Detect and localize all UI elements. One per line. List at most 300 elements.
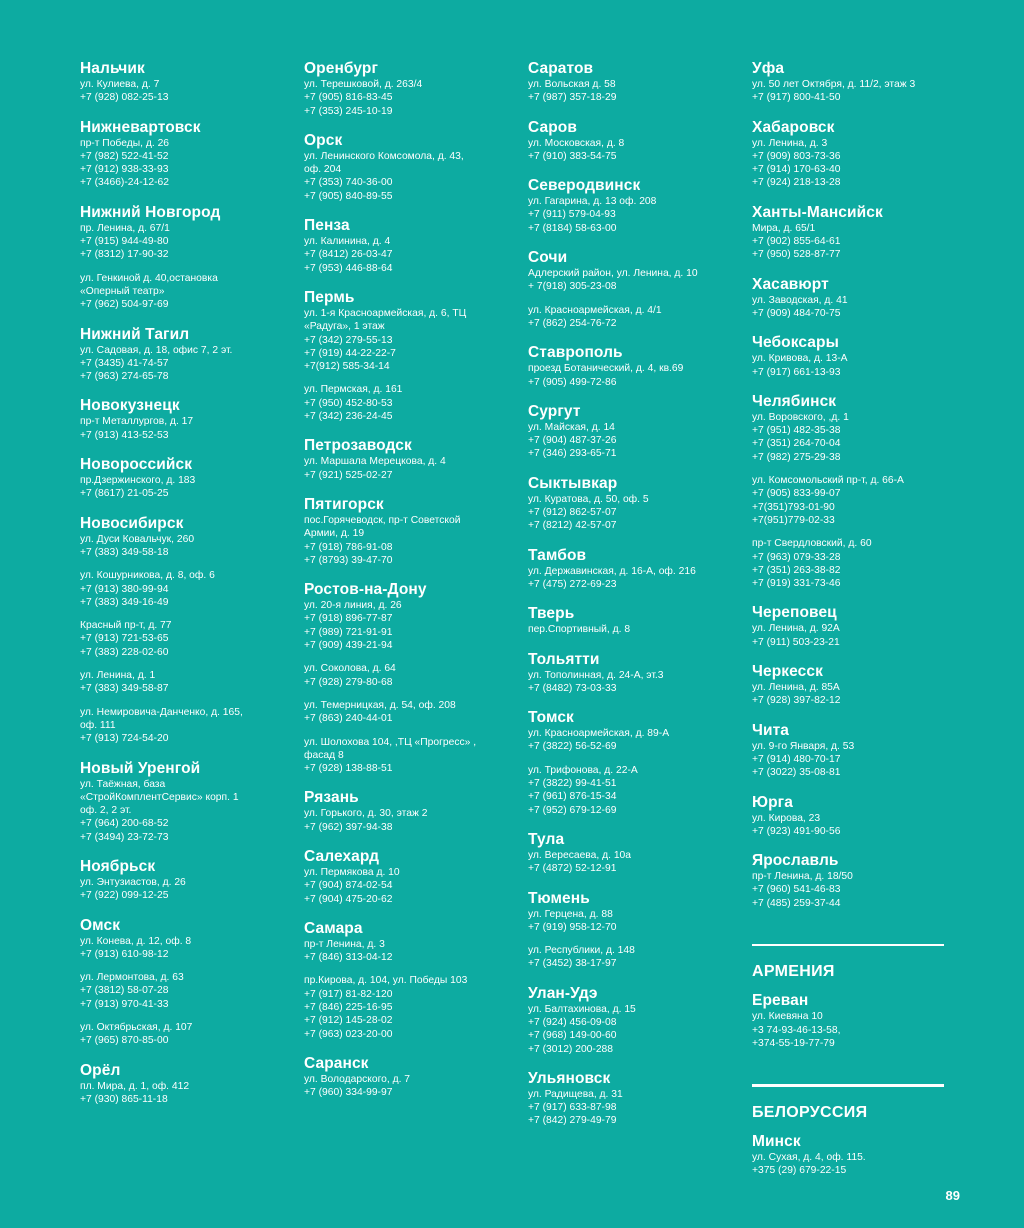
address-entry — [752, 474, 952, 527]
address-entry — [752, 1151, 952, 1178]
address-text: ул. Соколова, д. 64 — [304, 663, 396, 675]
phone-number: +7 (3812) 58-07-28 — [80, 985, 169, 997]
phone-number: +7 (963) 079-33-28 — [752, 551, 841, 563]
address-text: ул. Вересаева, д. 10а — [528, 849, 632, 861]
phone-number: +7 (982) 275-29-38 — [752, 451, 841, 463]
address-text: ул. Балтахинова, д. 15 — [528, 1003, 636, 1015]
city-name: Новокузнецк — [80, 397, 180, 415]
city-name: Ставрополь — [528, 344, 623, 362]
city-name: Пятигорск — [304, 495, 384, 513]
address-entry — [528, 78, 746, 105]
city-name: Череповец — [752, 604, 837, 622]
address-text: пр.Дзержинского, д. 183 — [80, 475, 196, 487]
city-block — [304, 496, 522, 567]
address-entry — [528, 1088, 746, 1128]
phone-number: +7 (953) 446-88-64 — [304, 262, 393, 274]
address-entry — [528, 267, 746, 294]
city-block — [752, 992, 952, 1050]
address-text: ул. Пермская, д. 161 — [304, 384, 403, 396]
city-name: Черкесск — [752, 663, 823, 681]
city-block — [752, 393, 952, 591]
phone-number: +7 (353) 245-10-19 — [304, 105, 393, 117]
address-entry — [80, 474, 298, 501]
phone-number: +7 (342) 236-24-45 — [304, 411, 393, 423]
address-entry — [304, 383, 522, 423]
city-block — [304, 289, 522, 423]
phone-number: +7 (928) 138-88-51 — [304, 763, 393, 775]
phone-number: +7 (913) 413-52-53 — [80, 429, 169, 441]
phone-number: +7 (910) 383-54-75 — [528, 150, 617, 162]
city-block — [752, 852, 952, 910]
phone-number: +7 (862) 254-76-72 — [528, 317, 617, 329]
address-text: ул. Тополинная, д. 24-А, эт.3 — [528, 669, 664, 681]
city-block — [528, 119, 746, 164]
phone-number: +7 (383) 349-16-49 — [80, 596, 169, 608]
address-entry — [80, 569, 298, 609]
phone-number: +3 74-93-46-13-58, — [752, 1024, 841, 1036]
city-name: Нижневартовск — [80, 118, 201, 136]
phone-number: +7 (863) 240-44-01 — [304, 713, 393, 725]
address-text: ул. Красноармейская, д. 89-А — [528, 728, 670, 740]
phone-number: +7 (4872) 52-12-91 — [528, 863, 617, 875]
city-block — [304, 848, 522, 906]
city-name: Сургут — [528, 402, 581, 420]
address-text: ул. 1-я Красноармейская, д. 6, ТЦ «Радуга», 1 этаж — [304, 307, 467, 333]
address-entry — [80, 935, 298, 962]
address-text: пер.Спортивный, д. 8 — [528, 624, 631, 636]
phone-number: +7 (8412) 26-03-47 — [304, 249, 393, 261]
address-text: пр-т Ленина, д. 18/50 — [752, 871, 853, 883]
address-entry — [80, 619, 298, 659]
phone-number: +374-55-19-77-79 — [752, 1038, 835, 1050]
address-entry — [752, 411, 952, 464]
phone-number: +7 (3435) 41-74-57 — [80, 357, 169, 369]
phone-number: +7 (383) 349-58-18 — [80, 546, 169, 558]
city-name: Ханты-Мансийск — [752, 203, 883, 221]
phone-number: +7 (912) 145-28-02 — [304, 1015, 393, 1027]
address-entry — [80, 272, 298, 312]
address-entry — [752, 537, 952, 590]
city-name: Сочи — [528, 249, 568, 267]
city-block — [752, 204, 952, 262]
phone-number: +7 (8184) 58-63-00 — [528, 222, 617, 234]
city-block — [528, 475, 746, 533]
divider-line — [752, 944, 944, 947]
phone-number: +7 (989) 721-91-91 — [304, 626, 393, 638]
address-text: ул. Маршала Мерецкова, д. 4 — [304, 456, 446, 468]
phone-number: +7 (8617) 21-05-25 — [80, 488, 169, 500]
city-block — [304, 60, 522, 118]
phone-number: +7 (962) 504-97-69 — [80, 299, 169, 311]
phone-number: +7 (960) 541-46-83 — [752, 884, 841, 896]
address-entry — [80, 706, 298, 746]
phone-number: +7 (3012) 200-288 — [528, 1043, 614, 1055]
phone-number: +7 (904) 874-02-54 — [304, 880, 393, 892]
address-text: ул. Красноармейская, д. 4/1 — [528, 304, 662, 316]
address-text: пр-т Свердловский, д. 60 — [752, 538, 872, 550]
address-entry — [528, 1003, 746, 1056]
phone-number: +7 (930) 865-11-18 — [80, 1093, 168, 1105]
phone-number: +7 (952) 679-12-69 — [528, 804, 617, 816]
phone-number: +7 (3494) 23-72-73 — [80, 831, 169, 843]
phone-number: +7 (950) 452-80-53 — [304, 397, 393, 409]
phone-number: +7 (351) 264-70-04 — [752, 438, 841, 450]
city-name: Чебоксары — [752, 334, 839, 352]
city-block — [752, 1133, 952, 1178]
city-block — [80, 917, 298, 1048]
phone-number: +7 (918) 786-91-08 — [304, 541, 393, 553]
address-entry — [80, 533, 298, 560]
address-entry — [304, 307, 522, 373]
address-entry — [80, 78, 298, 105]
phone-number: +7 (353) 740-36-00 — [304, 177, 393, 189]
city-name: Челябинск — [752, 392, 837, 410]
address-text: ул. Пермякова д. 10 — [304, 866, 400, 878]
phone-number: +7 (383) 228-02-60 — [80, 646, 169, 658]
address-entry — [528, 623, 746, 636]
address-text: ул. Ленинского Комсомола, д. 43, оф. 204 — [304, 150, 464, 176]
address-entry — [528, 849, 746, 876]
address-entry — [528, 565, 746, 592]
city-name: Омск — [80, 916, 121, 934]
address-text: ул. Шолохова 104, ,ТЦ «Прогресс» , фасад 8 — [304, 736, 477, 761]
phone-number: +7 (963) 023-20-00 — [304, 1028, 393, 1040]
city-name: Новороссийск — [80, 456, 193, 474]
city-block — [80, 1062, 298, 1107]
address-entry — [752, 294, 952, 321]
phone-number: +7 (3466)-24-12-62 — [80, 177, 170, 189]
address-entry — [304, 807, 522, 834]
city-name: Тюмень — [528, 889, 590, 907]
column-3 — [528, 60, 746, 1142]
address-text: Адлерский район, ул. Ленина, д. 10 — [528, 268, 698, 280]
address-text: ул. 50 лет Октября, д. 11/2, этаж 3 — [752, 79, 916, 90]
address-entry — [80, 971, 298, 1011]
phone-number: +7 (917) 661-13-93 — [752, 366, 841, 378]
phone-number: +7 (351) 263-38-82 — [752, 564, 841, 576]
phone-number: +7 (924) 456-09-08 — [528, 1016, 617, 1028]
address-entry — [528, 908, 746, 935]
city-block — [752, 334, 952, 379]
city-name: Ереван — [752, 992, 809, 1010]
city-name: Саранск — [304, 1054, 369, 1072]
address-text: ул. Гагарина, д. 13 оф. 208 — [528, 196, 657, 208]
city-block — [304, 437, 522, 482]
city-name: Саров — [528, 118, 577, 136]
city-block — [304, 217, 522, 275]
phone-number: +375 (29) 679-22-15 — [752, 1165, 847, 1177]
address-text: ул. Ленина, д. 3 — [752, 137, 828, 149]
city-block — [528, 651, 746, 696]
address-text: ул. Энтузиастов, д. 26 — [80, 876, 186, 888]
address-entry — [752, 137, 952, 190]
phone-number: +7 (905) 499-72-86 — [528, 376, 617, 388]
city-name: Самара — [304, 919, 363, 937]
phone-number: +7 (905) 816-83-45 — [304, 92, 393, 104]
phone-number: +7 (485) 259-37-44 — [752, 897, 841, 909]
phone-number: +7 (913) 610-98-12 — [80, 948, 169, 960]
city-block — [528, 547, 746, 592]
city-block — [528, 831, 746, 876]
phone-number: +7 (913) 970-41-33 — [80, 998, 169, 1010]
city-block — [80, 456, 298, 501]
phone-number: +7 (917) 633-87-98 — [528, 1102, 617, 1114]
phone-number: +7 (913) 721-53-65 — [80, 633, 169, 645]
phone-number: +7(951)779-02-33 — [752, 514, 835, 526]
city-name: Сыктывкар — [528, 474, 618, 492]
address-text: ул. Генкиной д. 40,остановка «Оперный театр» — [80, 272, 218, 297]
address-entry — [304, 736, 522, 776]
address-text: ул. 20-я линия, д. 26 — [304, 600, 402, 612]
address-text: ул. Октябрьская, д. 107 — [80, 1022, 193, 1034]
address-text: ул. Таёжная, база «СтройКомплентСервис» корп. 1 оф. 2, 2 эт. — [80, 778, 239, 817]
address-text: ул. Ленина, д. 1 — [80, 670, 156, 682]
city-name: Хасавюрт — [752, 275, 829, 293]
phone-number: +7 (383) 349-58-87 — [80, 683, 169, 695]
address-text: ул. Заводская, д. 41 — [752, 294, 848, 306]
city-name: Новый Уренгой — [80, 759, 201, 777]
address-entry — [80, 669, 298, 696]
phone-number: +7 (950) 528-87-77 — [752, 249, 841, 261]
address-entry — [528, 304, 746, 331]
address-text: ул. Комсомольский пр-т, д. 66-А — [752, 475, 904, 487]
column-2 — [304, 60, 522, 1114]
address-entry — [528, 137, 746, 164]
city-name: Орск — [304, 131, 343, 149]
phone-number: +7 (923) 491-90-56 — [752, 825, 841, 837]
phone-number: +7 (846) 313-04-12 — [304, 952, 393, 964]
phone-number: +7 (8793) 39-47-70 — [304, 554, 393, 566]
city-name: Уфа — [752, 60, 785, 77]
phone-number: +7 (342) 279-55-13 — [304, 334, 393, 346]
address-text: пр-т Металлургов, д. 17 — [80, 416, 194, 428]
address-entry — [752, 78, 952, 105]
phone-number: +7 (922) 099-12-25 — [80, 890, 169, 902]
address-text: проезд Ботанический, д. 4, кв.69 — [528, 363, 684, 375]
phone-number: +7 (917) 81-82-120 — [304, 988, 393, 1000]
divider-line — [752, 1084, 944, 1087]
address-text: ул. Герцена, д. 88 — [528, 908, 613, 920]
phone-number: +7 (919) 44-22-22-7 — [304, 347, 396, 359]
address-text: ул. Московская, д. 8 — [528, 137, 625, 149]
city-block — [528, 60, 746, 105]
city-block — [80, 760, 298, 844]
phone-number: +7 (963) 274-65-78 — [80, 371, 169, 383]
phone-number: +7 (909) 439-21-94 — [304, 640, 393, 652]
city-name: Юрга — [752, 793, 793, 811]
city-name: Ростов-на-Дону — [304, 581, 427, 599]
city-block — [752, 663, 952, 708]
address-entry — [752, 622, 952, 649]
address-text: ул. Воровского, ,д. 1 — [752, 411, 849, 423]
phone-number: +7 (924) 218-13-28 — [752, 177, 841, 189]
phone-number: +7 (905) 833-99-07 — [752, 488, 841, 500]
phone-number: +7 (914) 480-70-17 — [752, 753, 841, 765]
address-entry — [80, 876, 298, 903]
address-text: ул. Республики, д. 148 — [528, 945, 635, 957]
city-name: Нальчик — [80, 60, 145, 77]
city-name: Тверь — [528, 605, 575, 623]
address-entry — [80, 1080, 298, 1107]
address-text: пл. Мира, д. 1, оф. 412 — [80, 1080, 190, 1092]
address-entry — [528, 493, 746, 533]
address-text: ул. Куратова, д. 50, оф. 5 — [528, 493, 649, 505]
phone-number: +7 (3022) 35-08-81 — [752, 767, 841, 779]
address-entry — [752, 740, 952, 780]
address-text: ул. Радищева, д. 31 — [528, 1088, 623, 1100]
city-block — [80, 204, 298, 312]
city-block — [80, 397, 298, 442]
city-name: Петрозаводск — [304, 437, 412, 455]
city-name: Томск — [528, 709, 574, 727]
address-text: пр-т Победы, д. 26 — [80, 137, 170, 149]
phone-number: +7 (475) 272-69-23 — [528, 578, 617, 590]
phone-number: +7 (904) 475-20-62 — [304, 893, 393, 905]
city-block — [528, 985, 746, 1056]
phone-number: +7 (915) 944-49-80 — [80, 236, 169, 248]
phone-number: +7 (913) 724-54-20 — [80, 733, 169, 745]
phone-number: +7 (914) 170-63-40 — [752, 164, 841, 176]
city-name: Пенза — [304, 217, 350, 235]
phone-number: +7 (928) 279-80-68 — [304, 676, 393, 688]
phone-number: +7 (904) 487-37-26 — [528, 435, 617, 447]
phone-number: +7 (951) 482-35-38 — [752, 425, 841, 437]
address-entry — [528, 362, 746, 389]
city-block — [528, 403, 746, 461]
address-text: ул. Калинина, д. 4 — [304, 236, 391, 248]
city-name: Чита — [752, 721, 790, 739]
city-block — [304, 1055, 522, 1100]
city-name: Новосибирск — [80, 514, 184, 532]
phone-number: +7 (346) 293-65-71 — [528, 448, 617, 460]
address-text: ул. Немировича-Данченко, д. 165, оф. 111 — [80, 706, 243, 731]
phone-number: +7 (912) 862-57-07 — [528, 507, 617, 519]
address-entry — [80, 415, 298, 442]
phone-number: +7(912) 585-34-14 — [304, 361, 390, 373]
city-block — [304, 920, 522, 1041]
city-name: Пермь — [304, 288, 355, 306]
address-text: ул. Трифонова, д. 22-А — [528, 764, 638, 776]
address-text: ул. Ленина, д. 85А — [752, 682, 840, 694]
international-section — [752, 944, 952, 1177]
phone-number: +7 (968) 149-00-60 — [528, 1030, 617, 1042]
city-name: Оренбург — [304, 60, 379, 77]
phone-number: +7 (3452) 38-17-97 — [528, 958, 617, 970]
address-entry — [752, 812, 952, 839]
address-entry — [528, 669, 746, 696]
address-text: Красный пр-т, д. 77 — [80, 620, 172, 632]
phone-number: +7 (8212) 42-57-07 — [528, 520, 617, 532]
phone-number: +7 (902) 855-64-61 — [752, 236, 841, 248]
phone-number: +7 (965) 870-85-00 — [80, 1035, 169, 1047]
address-text: ул. Конева, д. 12, оф. 8 — [80, 935, 192, 947]
address-entry — [304, 78, 522, 118]
city-name: Нижний Тагил — [80, 325, 190, 343]
city-block — [304, 789, 522, 834]
phone-number: +7 (919) 958-12-70 — [528, 921, 617, 933]
address-entry — [752, 1010, 952, 1050]
address-entry — [304, 235, 522, 275]
address-entry — [528, 764, 746, 817]
phone-number: +7 (917) 800-41-50 — [752, 92, 841, 104]
address-text: ул. Горького, д. 30, этаж 2 — [304, 808, 428, 820]
phone-number: +7 (961) 876-15-34 — [528, 791, 617, 803]
address-entry — [752, 222, 952, 262]
column-1 — [80, 60, 298, 1120]
city-name: Рязань — [304, 789, 359, 807]
address-text: ул. Ленина, д. 92А — [752, 623, 840, 635]
city-name: Ульяновск — [528, 1069, 611, 1087]
country-heading: АРМЕНИЯ — [752, 963, 835, 981]
address-text: ул. Вольская д. 58 — [528, 79, 616, 90]
address-text: ул. Дуси Ковальчук, 260 — [80, 533, 195, 545]
address-entry — [304, 662, 522, 689]
address-text: ул. Лермонтова, д. 63 — [80, 972, 184, 984]
city-block — [528, 249, 746, 330]
address-text: пр. Ленина, д. 67/1 — [80, 222, 170, 234]
address-text: пос.Горячеводск, пр-т Советской Армии, д. 19 — [304, 514, 461, 540]
phone-number: +7 (928) 397-82-12 — [752, 695, 841, 707]
city-block — [752, 604, 952, 649]
city-name: Орёл — [80, 1061, 121, 1079]
city-name: Минск — [752, 1132, 801, 1150]
address-text: Мира, д. 65/1 — [752, 222, 816, 234]
address-text: ул. Кулиева, д. 7 — [80, 79, 160, 90]
phone-number: +7 (913) 380-99-94 — [80, 583, 169, 595]
city-name: Нижний Новгород — [80, 203, 221, 221]
address-text: ул. Державинская, д. 16-А, оф. 216 — [528, 565, 696, 577]
phone-number: + 7(918) 305-23-08 — [528, 281, 617, 293]
city-block — [528, 344, 746, 389]
address-text: ул. Володарского, д. 7 — [304, 1073, 411, 1085]
address-entry — [304, 455, 522, 482]
phone-number: +7 (918) 896-77-87 — [304, 613, 393, 625]
address-text: ул. Кривова, д. 13-А — [752, 353, 848, 365]
city-block — [752, 60, 952, 105]
phone-number: +7 (842) 279-49-79 — [528, 1115, 617, 1127]
phone-number: +7 (905) 840-89-55 — [304, 190, 393, 202]
city-block — [752, 276, 952, 321]
address-entry — [304, 514, 522, 567]
address-entry — [80, 222, 298, 262]
phone-number: +7 (964) 200-68-52 — [80, 818, 169, 830]
phone-number: +7 (8482) 73-03-33 — [528, 682, 617, 694]
city-block — [304, 132, 522, 203]
city-name: Ярославль — [752, 852, 839, 870]
column-4 — [752, 60, 952, 1191]
address-entry — [752, 681, 952, 708]
city-name: Ноябрьск — [80, 857, 156, 875]
address-entry — [304, 938, 522, 965]
city-block — [752, 794, 952, 839]
address-entry — [304, 699, 522, 726]
city-block — [752, 119, 952, 190]
address-entry — [752, 352, 952, 379]
address-entry — [304, 150, 522, 203]
phone-number: +7(351)793-01-90 — [752, 501, 835, 513]
city-name: Тамбов — [528, 546, 587, 564]
phone-number: +7 (928) 082-25-13 — [80, 92, 169, 104]
phone-number: +7 (909) 484-70-75 — [752, 307, 841, 319]
city-name: Саратов — [528, 60, 594, 77]
city-block — [304, 581, 522, 775]
phone-number: +7 (846) 225-16-95 — [304, 1002, 393, 1014]
city-block — [80, 858, 298, 903]
city-name: Салехард — [304, 847, 380, 865]
city-block — [80, 515, 298, 746]
phone-number: +7 (987) 357-18-29 — [528, 92, 617, 104]
city-block — [80, 119, 298, 190]
